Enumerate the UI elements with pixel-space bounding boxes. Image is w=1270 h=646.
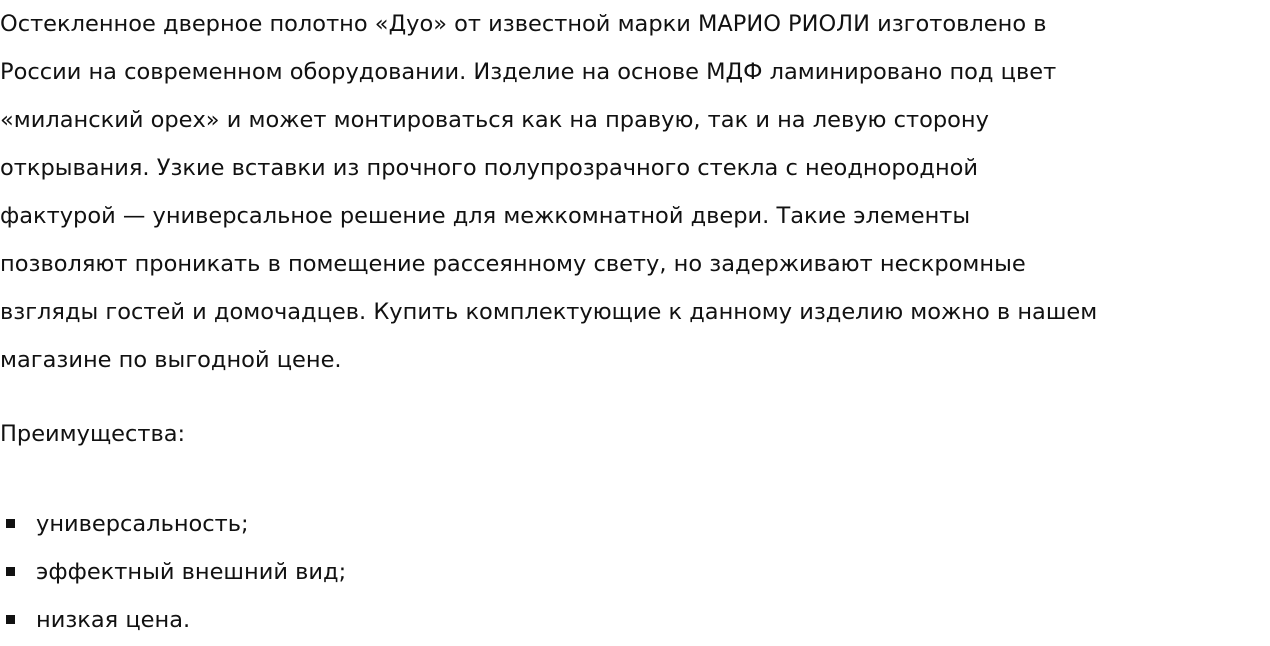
list-item: [0, 548, 346, 596]
description-line: магазине по выгодной цене.: [0, 347, 342, 373]
description-line: Остекленное дверное полотно «Дуо» от известной марки МАРИО РИОЛИ изготовлено в: [0, 11, 1047, 37]
list-item-text: низкая цена.: [36, 607, 191, 633]
square-bullet-icon: [6, 567, 15, 576]
square-bullet-icon: [6, 615, 15, 624]
description-line: позволяют проникать в помещение рассеянному свету, но задерживают нескромные: [0, 251, 1026, 277]
list-item: [0, 596, 346, 644]
description-line: России на современном оборудовании. Изделие на основе МДФ ламинировано под цвет: [0, 59, 1057, 85]
list-item-text: универсальность;: [36, 511, 249, 537]
description-line: «миланский орех» и может монтироваться как на правую, так и на левую сторону: [0, 107, 989, 133]
advantages-list: [0, 500, 346, 644]
advantages-heading: Преимущества:: [0, 421, 186, 447]
list-item-text: эффектный внешний вид;: [36, 559, 347, 585]
square-bullet-icon: [6, 519, 15, 528]
description-line: открывания. Узкие вставки из прочного полупрозрачного стекла с неоднородной: [0, 155, 979, 181]
description-line: фактурой — универсальное решение для межкомнатной двери. Такие элементы: [0, 203, 971, 229]
list-item: [0, 500, 346, 548]
description-line: взгляды гостей и домочадцев. Купить комплектующие к данному изделию можно в нашем: [0, 299, 1098, 325]
